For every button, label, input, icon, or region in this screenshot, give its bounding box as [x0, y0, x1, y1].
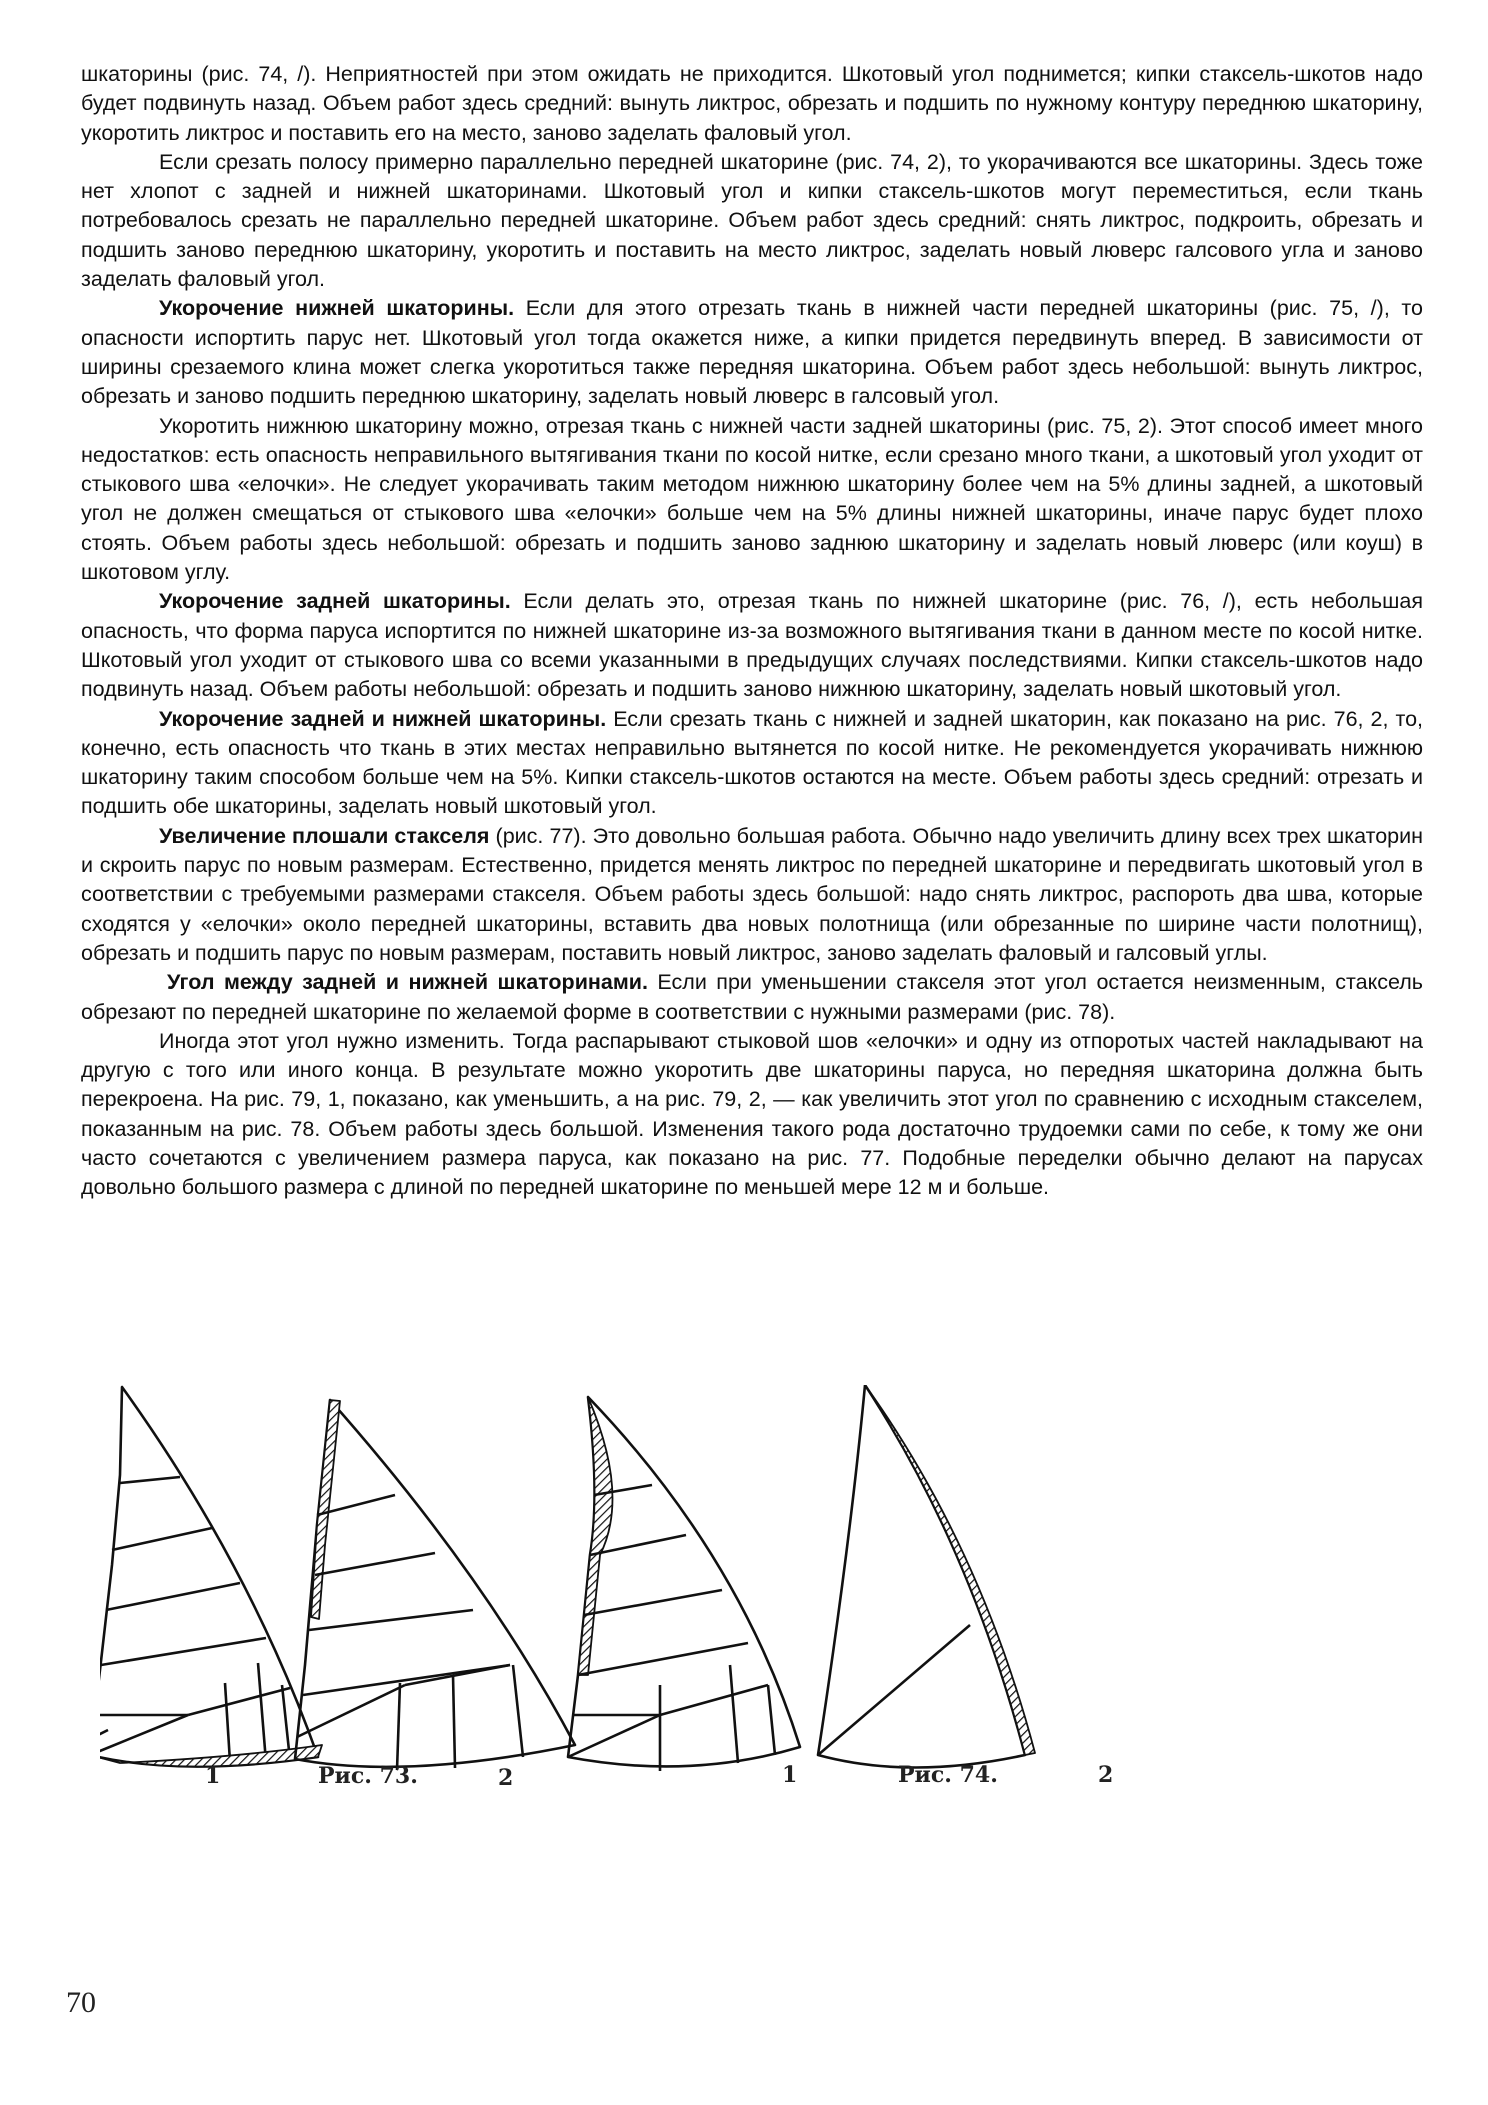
section-heading: Угол между задней и нижней шкаторинами.: [167, 970, 648, 995]
figure-sub-label: 1: [205, 1763, 221, 1789]
paragraph: Угол между задней и нижней шкаторинами. Если при уменьшении стакселя этот угол остается неизменным, стаксель обрезают по передней шкаторине по желаемой форме в соответствии с нужными размерами (рис. 78).: [81, 970, 1423, 1024]
paragraph: Укорочение нижней шкаторины. Если для этого отрезать ткань в нижней части передней шкаторины (рис. 75, /), то опасности испортить парус нет. Шкотовый угол тогда окажется ниже, а кипки придется передвинуть вперед. В зависимости от ширины срезаемого клина может слегка укоротиться также передняя шкаторина. Объем работ здесь небольшой: вынуть ликтрос, обрезать и заново подшить переднюю шкаторину, заделать новый люверс в галсовый угол.: [81, 296, 1423, 409]
paragraph: Если срезать полосу примерно параллельно передней шкаторине (рис. 74, 2), то укорачиваются все шкаторины. Здесь тоже нет хлопот с задней и нижней шкаторинами. Шкотовый угол и кипки стаксель-шкотов могут переместиться, если ткань потребовалось срезать не параллельно передней шкаторине. Объем работ здесь средний: снять ликтрос, подкроить, обрезать и подшить заново переднюю шкаторину, укоротить и поставить на место ликтрос, заделать новый люверс галсового угла и заново заделать фаловый угол.: [81, 149, 1423, 292]
sail-diagram-73-1: [100, 1387, 322, 1767]
figure-sub-label: 1: [782, 1762, 798, 1788]
sail-figures: [100, 1385, 1120, 1815]
section-heading: Укорочение задней и нижней шкаторины.: [159, 706, 607, 731]
sail-diagram-73-2: [295, 1400, 575, 1770]
figure-sub-label: 2: [1098, 1762, 1114, 1788]
section-heading: Укорочение задней шкаторины.: [159, 589, 511, 614]
paragraph: Иногда этот угол нужно изменить. Тогда распарывают стыковой шов «елочки» и одну из отпоротых частей накладывают на другую с того или иного конца. В результате можно укоротить две шкаторины паруса, но передняя шкаторина должна быть перекроена. На рис. 79, 1, показано, как уменьшить, а на рис. 79, 2, — как увеличить этот угол по сравнению с исходным стакселем, показанным на рис. 78. Объем работы здесь большой. Изменения такого рода достаточно трудоемки сами по себе, к тому же они часто сочетаются с увеличением размера паруса, как показано на рис. 77. Подобные переделки обычно делают на парусах довольно большого размера с длиной по передней шкаторине по меньшей мере 12 м и больше.: [81, 1028, 1423, 1200]
figure-sub-label: 2: [498, 1765, 514, 1791]
section-heading: Укорочение нижней шкаторины.: [159, 296, 515, 321]
paragraph: Укорочение задней и нижней шкаторины. Если срезать ткань с нижней и задней шкаторин, как показано на рис. 76, 2, то, конечно, есть опасность что ткань в этих местах неправильно вытянется по косой нитке. Не рекомендуется укорачивать нижнюю шкаторину таким способом больше чем на 5%. Кипки стаксель-шкотов остаются на месте. Объем работы здесь средний: отрезать и подшить обе шкаторины, заделать новый шкотовый угол.: [81, 706, 1424, 819]
section-heading: Увеличение плошали стакселя: [159, 823, 490, 848]
body-text: [81, 60, 1423, 1203]
sail-diagram-74-2: [818, 1385, 1035, 1768]
figure-caption: Рис. 74.: [898, 1762, 998, 1788]
sail-diagram-74-1: [568, 1397, 800, 1771]
page-number: 70: [66, 1986, 96, 2019]
paragraph: Увеличение плошали стакселя (рис. 77). Это довольно большая работа. Обычно надо увеличить длину всех трех шкаторин и скроить парус по новым размерам. Естественно, придется менять ликтрос по передней шкаторине и передвигать шкотовый угол в соответствии с требуемыми размерами стакселя. Объем работы здесь большой: надо снять ликтрос, распороть два шва, которые сходятся у «елочки» около передней шкаторины, вставить два новых полотнища (или обрезанные по ширине части полотнищ), обрезать и подшить парус по новым размерам, поставить новый ликтрос, заново заделать фаловый и галсовый углы.: [81, 823, 1423, 965]
figure-caption: Рис. 73.: [318, 1763, 418, 1789]
paragraph: Укоротить нижнюю шкаторину можно, отрезая ткань с нижней части задней шкаторины (рис. 75, 2). Этот способ имеет много недостатков: есть опасность неправильного вытягивания ткани по косой нитке, если срезано много ткани, а шкотовый угол уходит от стыкового шва «елочки». Не следует укорачивать таким методом нижнюю шкаторину более чем на 5% длины задней, а шкотовый угол не должен смещаться от стыкового шва «елочки» больше чем на 5% длины нижней шкаторины, иначе парус будет плохо стоять. Объем работы здесь небольшой: обрезать и подшить заново заднюю шкаторину и заделать новый люверс (или коуш) в шкотовом углу.: [81, 413, 1423, 585]
paragraph: Укорочение задней шкаторины. Если делать это, отрезая ткань по нижней шкаторине (рис. 76, /), есть небольшая опасность, что форма паруса испортится по нижней шкаторине из-за возможного вытягивания ткани в данном месте по косой нитке. Шкотовый угол уходит от стыкового шва со всеми указанными в предыдущих случаях последствиями. Кипки стаксель-шкотов надо подвинуть назад. Объем работы небольшой: обрезать и подшить заново нижнюю шкаторину, заделать новый шкотовый угол.: [81, 589, 1423, 702]
paragraph: шкаторины (рис. 74, /). Неприятностей при этом ожидать не приходится. Шкотовый угол поднимется; кипки стаксель-шкотов надо будет подвинуть назад. Объем работ здесь средний: вынуть ликтрос, обрезать и подшить по нужному контуру переднюю шкаторину, укоротить ликтрос и поставить его на место, заново заделать фаловый угол.: [81, 62, 1423, 145]
